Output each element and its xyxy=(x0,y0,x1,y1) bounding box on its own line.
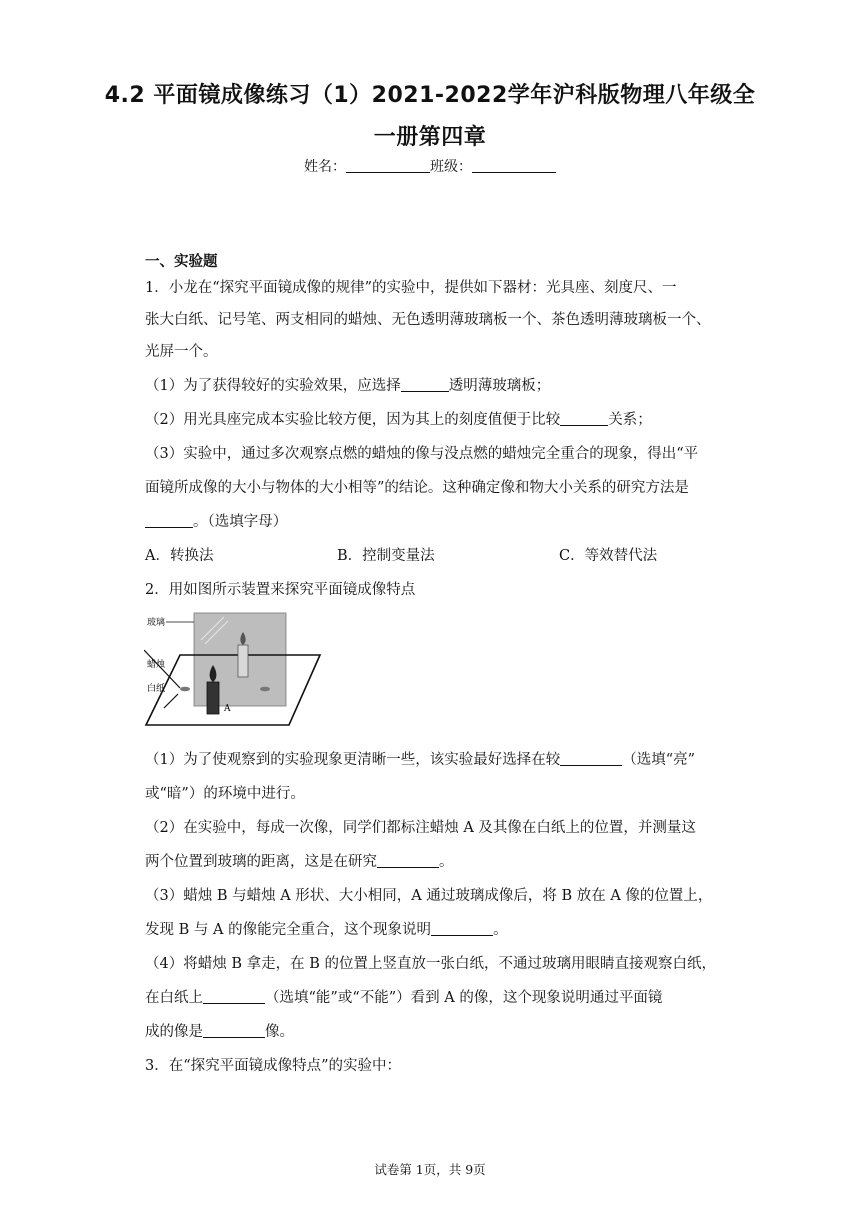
q1-option-b[interactable]: B．控制变量法 xyxy=(337,548,435,564)
class-blank[interactable] xyxy=(472,158,556,173)
q2-part-4-text-mid: （选填“能”或“不能”）看到 A 的像，这个现象说明通过平面镜 xyxy=(265,990,663,1006)
answer-blank[interactable] xyxy=(560,751,622,766)
q1-part-1 xyxy=(145,376,725,396)
q1-part-1-text: （1）为了获得较好的实验效果，应选择 xyxy=(145,378,401,394)
q2-part-3-line-1: （3）蜡烛 B 与蜡烛 A 形状、大小相同，A 通过玻璃成像后，将 B 放在 A 像的位置上， xyxy=(145,888,713,904)
label-glass: 玻璃 xyxy=(147,618,166,628)
q1-option-a[interactable]: A．转换法 xyxy=(145,548,214,564)
q2-part-1-text: （1）为了使观察到的实验现象更清晰一些，该实验最好选择在较 xyxy=(145,752,561,768)
mirror-experiment-figure xyxy=(144,610,324,735)
page-footer: 试卷第 1页，共 9页 xyxy=(374,1162,486,1177)
label-candle: 蜡烛 xyxy=(147,660,166,670)
label-a: A xyxy=(224,704,231,714)
q1-stem-line-1: 1．小龙在“探究平面镜成像的规律”的实验中，提供如下器材：光具座、刻度尺、一 xyxy=(145,280,677,296)
q2-part-4-text-c: 成的像是 xyxy=(145,1024,203,1040)
q1-stem-line-2: 张大白纸、记号笔、两支相同的蜡烛、无色透明薄玻璃板一个、茶色透明薄玻璃板一个、 xyxy=(145,312,711,328)
q2-part-4-text: 在白纸上 xyxy=(145,990,203,1006)
answer-blank[interactable] xyxy=(401,377,449,392)
answer-blank[interactable] xyxy=(145,513,193,528)
q1-part-2-text-end: 关系； xyxy=(608,412,652,428)
q1-part-1-text-end: 透明薄玻璃板； xyxy=(448,378,551,394)
student-info-line xyxy=(0,156,860,176)
q2-stem: 2．用如图所示装置来探究平面镜成像特点 xyxy=(145,582,416,598)
q2-part-3-text: 发现 B 与 A 的像能完全重合，这个现象说明 xyxy=(145,922,432,938)
q2-part-4-text-end: 像。 xyxy=(265,1024,294,1040)
candle-a xyxy=(207,682,219,714)
q2-part-1-text-end: （选填“亮” xyxy=(622,752,696,768)
q1-part-3-line-2: 面镜所成像的大小与物体的大小相等”的结论。这种确定像和物大小关系的研究方法是 xyxy=(145,480,689,496)
q2-part-2-text-end: 。 xyxy=(439,854,454,870)
title-line-1: 4.2 平面镜成像练习（1）2021-2022学年沪科版物理八年级全 xyxy=(104,83,756,108)
q1-part-3-line-1: （3）实验中，通过多次观察点燃的蜡烛的像与没点燃的蜡烛完全重合的现象，得出“平 xyxy=(145,446,699,462)
answer-blank[interactable] xyxy=(431,921,493,936)
q2-part-1 xyxy=(145,750,725,770)
title-line-2: 一册第四章 xyxy=(373,125,487,150)
q2-part-2-text: 两个位置到玻璃的距离，这是在研究 xyxy=(145,854,377,870)
q2-part-2-line-2 xyxy=(145,852,725,872)
q3-stem: 3．在“探究平面镜成像特点”的实验中： xyxy=(145,1058,402,1074)
q2-part-2-line-1: （2）在实验中，每成一次像，同学们都标注蜡烛 A 及其像在白纸上的位置，并测量这 xyxy=(145,820,696,836)
q2-part-4-line-2 xyxy=(145,988,725,1008)
name-label: 姓名： xyxy=(304,159,346,175)
candle-image xyxy=(238,645,248,677)
answer-blank[interactable] xyxy=(377,853,439,868)
section-heading: 一、实验题 xyxy=(145,254,218,270)
answer-blank[interactable] xyxy=(560,411,608,426)
q2-part-3-text-end: 。 xyxy=(493,922,508,938)
q2-part-4-line-3 xyxy=(145,1022,725,1042)
q2-part-1-line-2: 或“暗”）的环境中进行。 xyxy=(145,786,305,802)
label-paper: 白纸 xyxy=(147,684,166,694)
q1-part-3-text-end: 。（选填字母） xyxy=(193,514,288,530)
q2-part-4-line-1: （4）将蜡烛 B 拿走，在 B 的位置上竖直放一张白纸，不通过玻璃用眼睛直接观察白纸， xyxy=(145,956,716,972)
q1-part-3-line-3 xyxy=(145,512,725,532)
q2-part-3-line-2 xyxy=(145,920,725,940)
class-label: 班级： xyxy=(430,159,472,175)
q1-stem-line-3: 光屏一个。 xyxy=(145,344,218,360)
name-blank[interactable] xyxy=(346,158,430,173)
answer-blank[interactable] xyxy=(203,1023,265,1038)
q1-part-2-text: （2）用光具座完成本实验比较方便，因为其上的刻度值便于比较 xyxy=(145,412,561,428)
q1-option-c[interactable]: C．等效替代法 xyxy=(559,548,658,564)
answer-blank[interactable] xyxy=(203,989,265,1004)
q1-part-2 xyxy=(145,410,725,430)
